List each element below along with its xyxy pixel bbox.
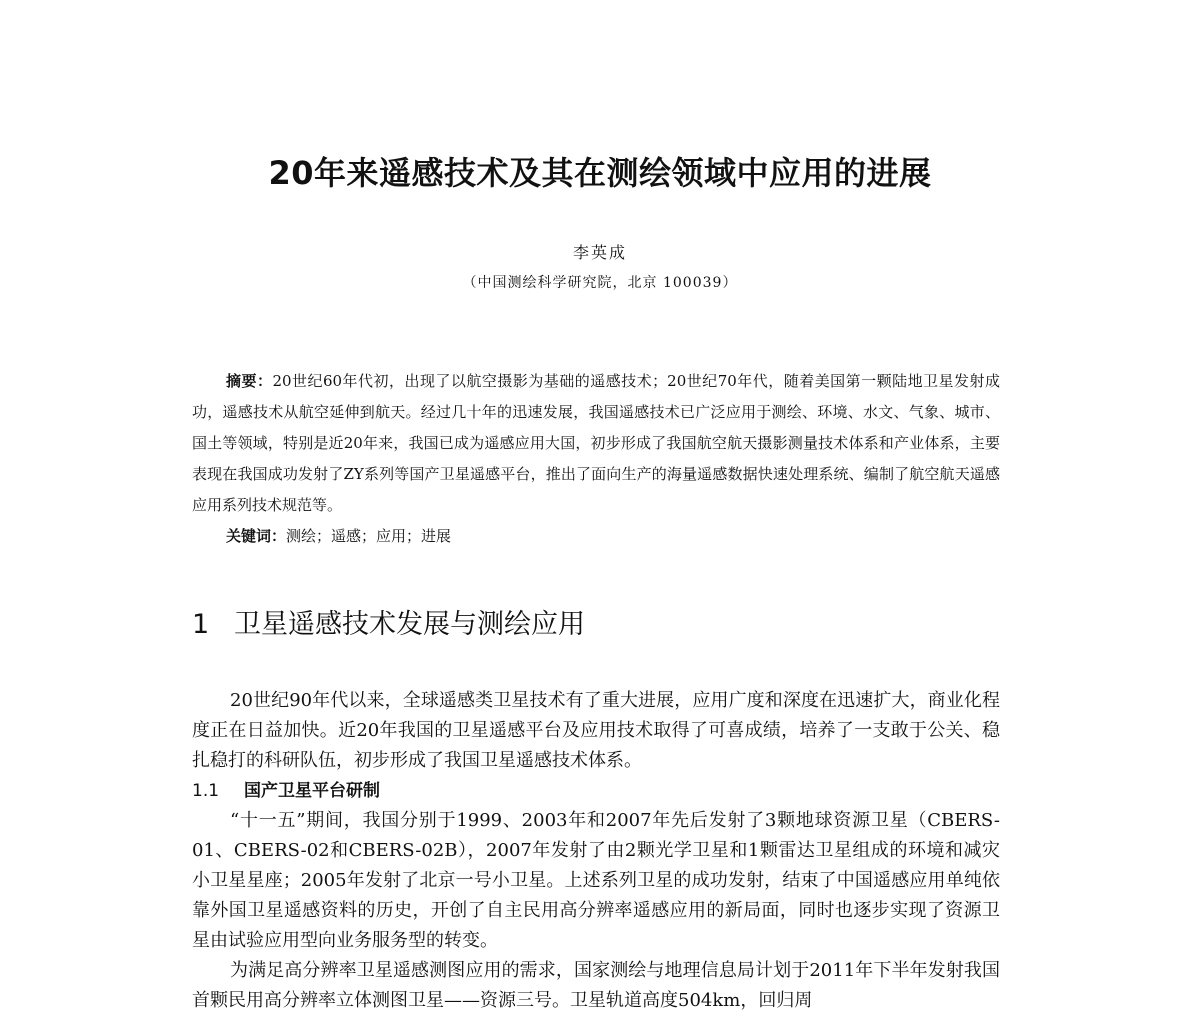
keywords-text: 测绘；遥感；应用；进展 xyxy=(286,527,452,545)
subsection-number: 1.1 xyxy=(192,781,220,801)
paper-title: 20年来遥感技术及其在测绘领域中应用的进展 xyxy=(268,154,932,192)
section-intro-paragraph: 20世纪90年代以来，全球遥感类卫星技术有了重大进展，应用广度和深度在迅速扩大，商业化程度正在日益加快。近20年我国的卫星遥感平台及应用技术取得了可喜成绩，培养了一支敢于公关、稳扎稳打的科研队伍，初步形成了我国卫星遥感技术体系。 xyxy=(192,690,1000,771)
keywords-label: 关键词： xyxy=(226,527,287,545)
section-number: 1 xyxy=(192,609,210,640)
subsection-heading xyxy=(192,776,1000,806)
abstract-block xyxy=(192,366,1000,552)
abstract-text: 20世纪60年代初，出现了以航空摄影为基础的遥感技术；20世纪70年代，随着美国第一颗陆地卫星发射成功，遥感技术从航空延伸到航天。经过几十年的迅速发展，我国遥感技术已广泛应用于测绘、环境、水文、气象、城市、国土等领域，特别是近20年来，我国已成为遥感应用大国，初步形成了我国航空航天摄影测量技术体系和产业体系，主要表现在我国成功发射了ZY系列等国产卫星遥感平台，推出了面向生产的海量遥感数据快速处理系统、编制了航空航天遥感应用系列技术规范等。 xyxy=(192,372,1000,514)
body-text xyxy=(192,686,1000,1016)
subsection-title: 国产卫星平台研制 xyxy=(244,781,380,801)
author-name: 李英成 xyxy=(572,243,627,262)
abstract-label: 摘要： xyxy=(226,372,273,390)
body-paragraph: “十一五”期间，我国分别于1999、2003年和2007年先后发射了3颗地球资源卫星（CBERS-01、CBERS-02和CBERS-02B），2007年发射了由2颗光学卫星和1颗雷达卫星组成的环境和减灾小卫星星座；2005年发射了北京一号小卫星。上述系列卫星的成功发射，结束了中国遥感应用单纯依靠外国卫星遥感资料的历史，开创了自主民用高分辨率遥感应用的新局面，同时也逐步实现了资源卫星由试验应用型向业务服务型的转变。 xyxy=(192,810,1000,951)
author-affiliation: （中国测绘科学研究院，北京 100039） xyxy=(462,275,738,291)
body-paragraph: 为满足高分辨率卫星遥感测图应用的需求，国家测绘与地理信息局计划于2011年下半年发射我国首颗民用高分辨率立体测图卫星——资源三号。卫星轨道高度504km，回归周 xyxy=(192,960,1000,1011)
abstract-paragraph xyxy=(192,366,1000,521)
section-heading xyxy=(192,602,585,641)
keywords-line xyxy=(192,521,1000,552)
section-title: 卫星遥感技术发展与测绘应用 xyxy=(234,609,585,640)
